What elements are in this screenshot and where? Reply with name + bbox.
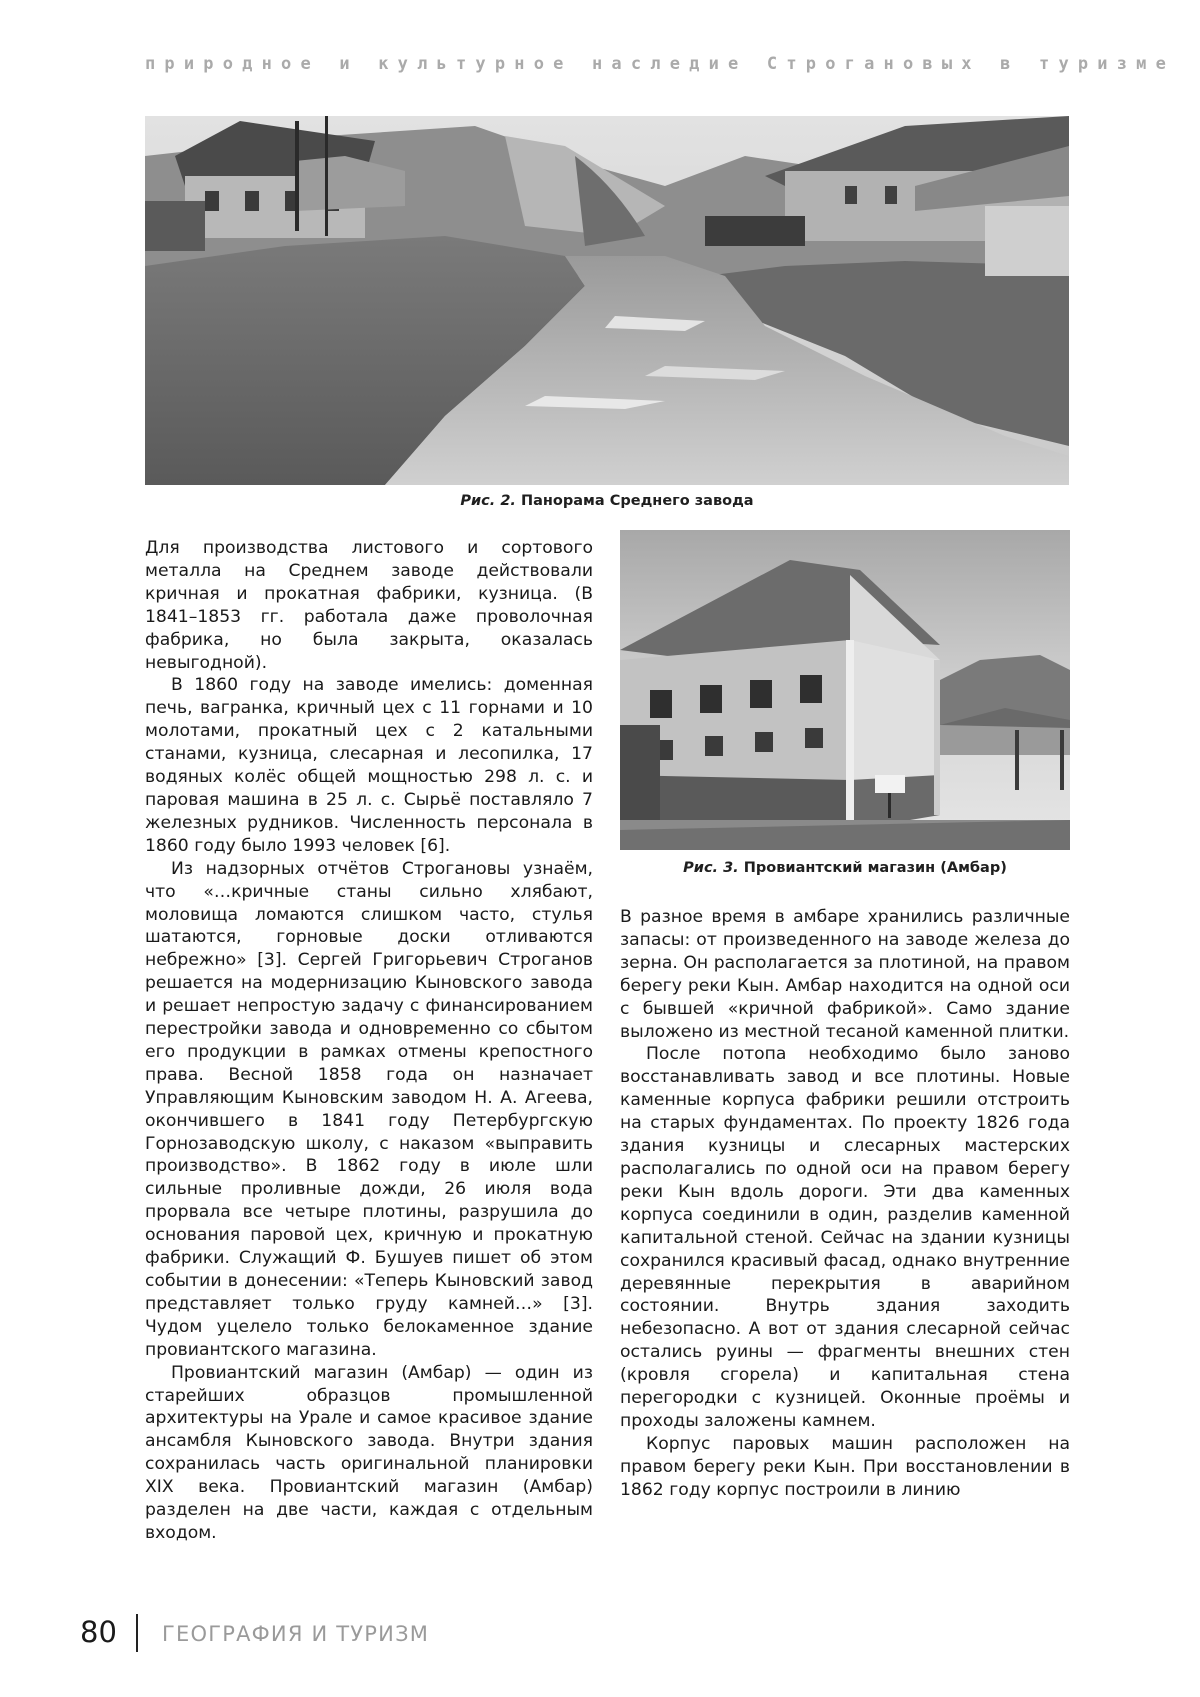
- left-paragraph-3: Из надзорных отчётов Строгановы узнаём, что «…кричные станы сильно хлябают, моловища ломаются слишком часто, стулья шатаются, горновые доски отливаются небрежно» [3]. Сергей Григорьевич Строганов решается на модернизацию Кыновского завода и решает непростую задачу с финансированием перестройки завода и одновременно со сбытом его продукции в рамках отмены крепостного права. Весной 1858 года он назначает Управляющим Кыновским заводом Н. А. Агеева, окончившего в 1841 году Петербургскую Горнозаводскую школу, с наказом «выправить производство». В 1862 году в июле шли сильные проливные дожди, 26 июля вода прорвала все четыре плотины, разрушила до основания паровой цех, кричную и прокатную фабрики. Служащий Ф. Бушуев пишет об этом событии в донесении: «Теперь Кыновский завод представляет только груду камней…» [3]. Чудом уцелело только белокаменное здание провиантского магазина.: [145, 858, 593, 1360]
- figure-granary-caption: [620, 860, 1070, 876]
- running-head: природное и культурное наследие Строгановых в туризме: [145, 54, 1176, 74]
- right-paragraph-3: Корпус паровых машин расположен на правом берегу реки Кын. При восстановлении в 1862 году корпус построили в линию: [620, 1433, 1070, 1500]
- figure-granary-photo: [620, 530, 1070, 850]
- left-text-column: [145, 537, 593, 1545]
- journal-section-title: ГЕОГРАФИЯ И ТУРИЗМ: [162, 1622, 430, 1646]
- figure-granary-caption-text: Провиантский магазин (Амбар): [738, 860, 1007, 876]
- figure-granary-caption-prefix: Рис. 3.: [683, 860, 739, 876]
- right-paragraph-2: После потопа необходимо было заново восстанавливать завод и все плотины. Новые каменные корпуса фабрики решили отстроить на старых фундаментах. По проекту 1826 года здания кузницы и слесарных мастерских располагались по одной оси на правом берегу реки Кын вдоль дороги. Эти два каменных корпуса соединили в один, разделив каменной капитальной стеной. Сейчас на здании кузницы сохранился красивый фасад, однако внутренние деревянные перекрытия в аварийном состоянии. Внутрь здания заходить небезопасно. А вот от здания слесарной сейчас остались руины — фрагменты внешних стен (кровля сгорела) и капитальная стена перегородки с кузницей. Оконные проёмы и проходы заложены камнем.: [620, 1044, 1070, 1431]
- figure-panorama-caption-text: Панорама Среднего завода: [515, 493, 754, 509]
- figure-panorama-caption: [145, 493, 1069, 509]
- right-paragraph-1: В разное время в амбаре хранились различные запасы: от произведенного на заводе железа до зерна. Он располагается за плотиной, на правом берегу реки Кын. Амбар находится на одной оси с бывшей «кричной фабрикой». Само здание выложено из местной тесаной каменной плитки.: [620, 907, 1070, 1042]
- page-number: 80: [80, 1615, 117, 1649]
- left-paragraph-4: Провиантский магазин (Амбар) — один из старейших образцов промышленной архитектуры на Урале и самое красивое здание ансамбля Кыновского завода. Внутри здания сохранилась часть оригинальной планировки XIX века. Провиантский магазин (Амбар) разделен на две части, каждая с отдельным входом.: [145, 1362, 593, 1543]
- figure-panorama-caption-prefix: Рис. 2.: [460, 493, 516, 509]
- right-text-column: [620, 906, 1070, 1502]
- left-paragraph-1: Для производства листового и сортового металла на Среднем заводе действовали кричная и прокатная фабрики, кузница. (В 1841–1853 гг. работала даже проволочная фабрика, но была закрыта, оказалась невыгодной).: [145, 538, 593, 673]
- footer-divider: [136, 1614, 138, 1652]
- figure-panorama-photo: [145, 116, 1069, 485]
- left-paragraph-2: В 1860 году на заводе имелись: доменная печь, вагранка, кричный цех с 11 горнами и 10 молотами, прокатный цех с 2 катальными станами, кузница, слесарная и лесопилка, 17 водяных колёс общей мощностью 298 л. с. и паровая машина в 25 л. с. Сырьё поставляло 7 железных рудников. Численность персонала в 1860 году было 1993 человек [6].: [145, 675, 593, 856]
